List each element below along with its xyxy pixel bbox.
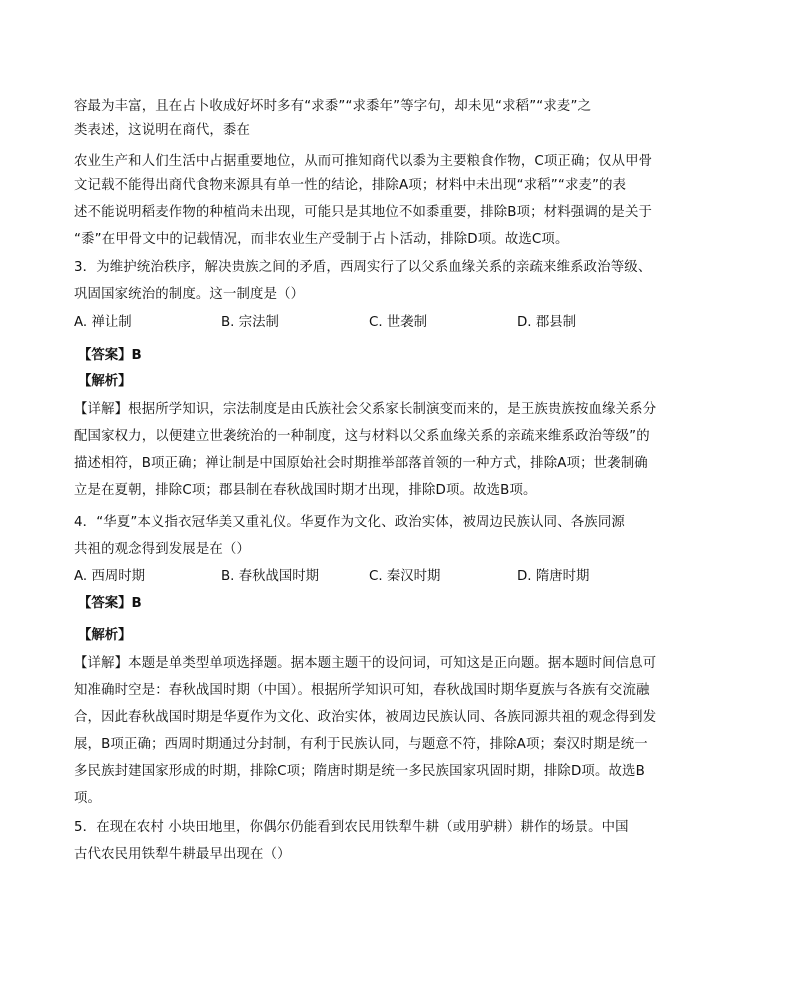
q3-answer: 【答案】B bbox=[78, 348, 142, 363]
q4-detail-line-6: 项。 bbox=[74, 791, 102, 806]
q3-detail-line-4: 立是在夏朝，排除C项；郡县制在春秋战国时期才出现，排除D项。故选B项。 bbox=[74, 483, 537, 498]
prev-explanation-line-4: 文记载不能得出商代食物来源具有单一性的结论，排除A项；材料中未出现“求稻”“求麦”的表 bbox=[74, 178, 627, 193]
q3-option-b: B. 宗法制 bbox=[221, 315, 279, 330]
prev-explanation-line-1: 容最为丰富，且在占卜收成好坏时多有“求黍”“求黍年”等字句，却未见“求稻”“求麦”之 bbox=[74, 99, 592, 114]
q5-stem-line-2: 古代农民用铁犁牛耕最早出现在（） bbox=[74, 847, 291, 862]
prev-explanation-line-5: 述不能说明稻麦作物的种植尚未出现，可能只是其地位不如黍重要，排除B项；材料强调的是关于 bbox=[74, 205, 653, 220]
q4-detail-line-4: 展，B项正确；西周时期通过分封制，有利于民族认同，与题意不符，排除A项；秦汉时期是统一 bbox=[74, 737, 648, 752]
q4-answer: 【答案】B bbox=[78, 596, 142, 611]
q3-detail-line-1: 【详解】根据所学知识，宗法制度是由氏族社会父系家长制演变而来的，是王族贵族按血缘关系分 bbox=[74, 402, 657, 417]
q4-detail-line-1: 【详解】本题是单类型单项选择题。据本题主题干的设问词，可知这是正向题。据本题时间信息可 bbox=[74, 656, 657, 671]
q3-option-a: A. 禅让制 bbox=[74, 315, 132, 330]
q4-option-a: A. 西周时期 bbox=[74, 569, 145, 584]
q4-detail-line-5: 多民族封建国家形成的时期，排除C项；隋唐时期是统一多民族国家巩固时期，排除D项。故选B bbox=[74, 764, 645, 779]
q4-option-b: B. 春秋战国时期 bbox=[221, 569, 320, 584]
q4-stem-line-2: 共祖的观念得到发展是在（） bbox=[74, 542, 251, 557]
q4-stem-line-1: 4．“华夏”本义指衣冠华美又重礼仪。华夏作为文化、政治实体，被周边民族认同、各族同源 bbox=[74, 515, 625, 530]
prev-explanation-line-3: 农业生产和人们生活中占据重要地位，从而可推知商代以黍为主要粮食作物，C项正确；仅从甲骨 bbox=[74, 154, 653, 169]
q3-detail-line-2: 配国家权力，以便建立世袭统治的一种制度，这与材料以父系血缘关系的亲疏来维系政治等级”的 bbox=[74, 429, 650, 444]
prev-explanation-line-6: “黍”在甲骨文中的记载情况，而非农业生产受制于占卜活动，排除D项。故选C项。 bbox=[74, 232, 569, 247]
prev-explanation-line-2: 类表述，这说明在商代，黍在 bbox=[74, 123, 251, 138]
q4-detail-line-2: 知准确时空是：春秋战国时期（中国）。根据所学知识可知，春秋战国时期华夏族与各族有交流融 bbox=[74, 683, 650, 698]
q4-option-c: C. 秦汉时期 bbox=[369, 569, 441, 584]
q4-analysis-heading: 【解析】 bbox=[78, 628, 132, 643]
q3-stem-line-1: 3．为维护统治秩序，解决贵族之间的矛盾，西周实行了以父系血缘关系的亲疏来维系政治等级、 bbox=[74, 260, 652, 275]
q3-stem-line-2: 巩固国家统治的制度。这一制度是（） bbox=[74, 287, 305, 302]
q5-stem-line-1: 5．在现在农村 小块田地里，你偶尔仍能看到农民用铁犁牛耕（或用驴耕）耕作的场景。中国 bbox=[74, 820, 629, 835]
q4-detail-line-3: 合，因此春秋战国时期是华夏作为文化、政治实体，被周边民族认同、各族同源共祖的观念得到发 bbox=[74, 710, 657, 725]
q3-option-c: C. 世袭制 bbox=[369, 315, 428, 330]
q3-analysis-heading: 【解析】 bbox=[78, 374, 132, 389]
q3-option-d: D. 郡县制 bbox=[517, 315, 576, 330]
q3-detail-line-3: 描述相符，B项正确；禅让制是中国原始社会时期推举部落首领的一种方式，排除A项；世袭制确 bbox=[74, 456, 648, 471]
q4-option-d: D. 隋唐时期 bbox=[517, 569, 590, 584]
